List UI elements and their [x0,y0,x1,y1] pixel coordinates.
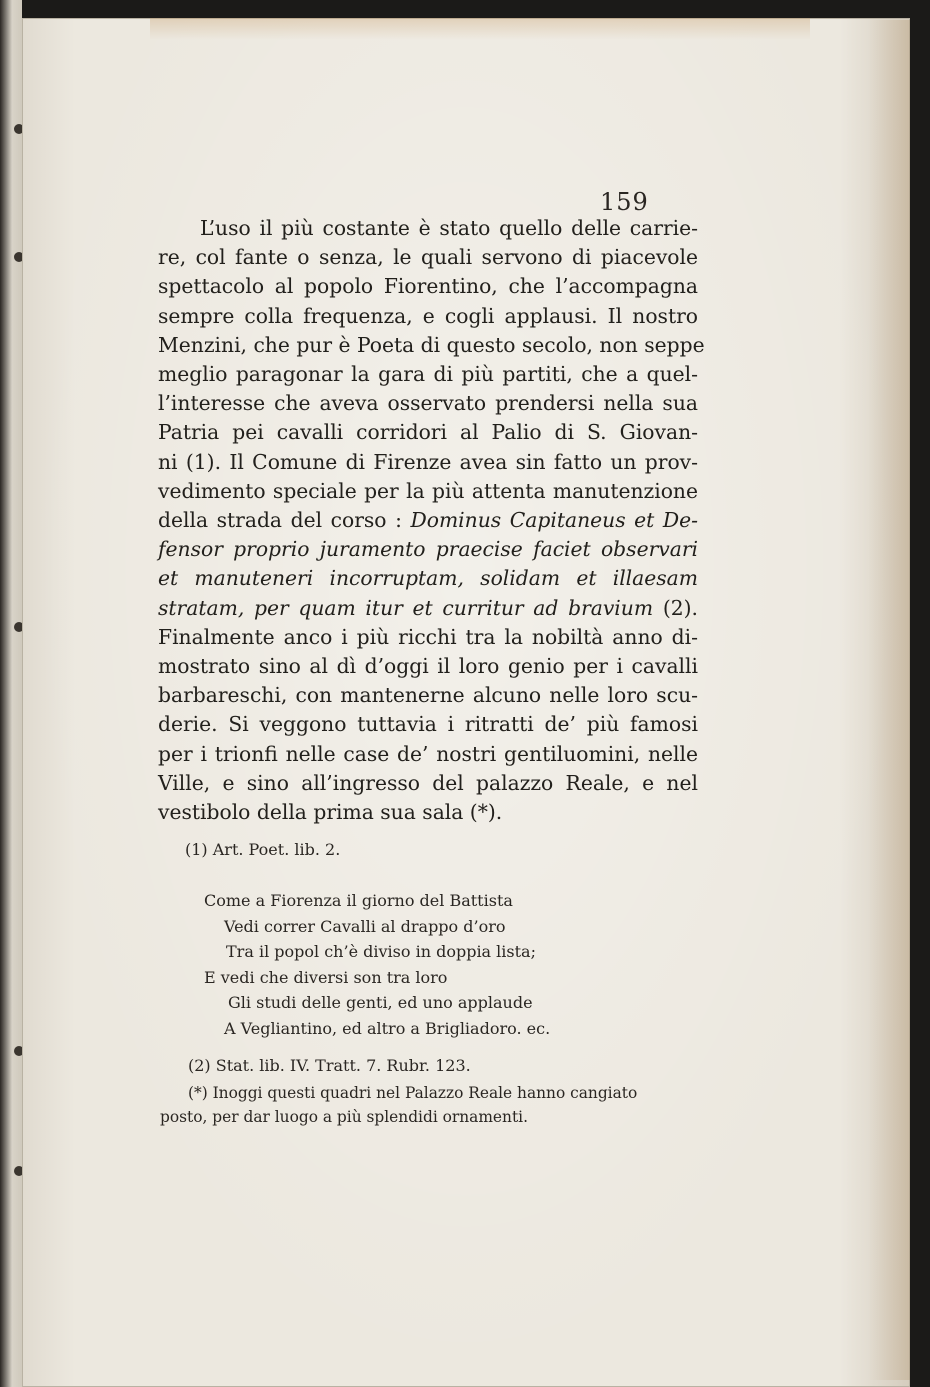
text-line [158,594,698,623]
verse-line: Come a Fiorenza il giorno del Battista [204,891,513,910]
verse-line: E vedi che diversi son tra loro [204,967,448,987]
text-line: vestibolo della prima sua sala (*). [158,800,503,825]
text-line: spettacolo al popolo Fiorentino, che l’accompagna [158,274,698,299]
verse-line: Vedi correr Cavalli al drappo d’oro [224,916,506,936]
binding-edge [0,0,22,1387]
text-line: Finalmente anco i più ricchi tra la nobiltà anno di- [158,624,698,649]
text-line: Patria pei cavalli corridori al Palio di S. Giovan- [158,420,698,445]
footnote-star [160,1081,678,1129]
footnote-ref: (2). [662,595,698,620]
latin-quote: stratam, per quam itur et curritur ad bravium [158,595,654,620]
text-line: ni (1). Il Comune di Firenze avea sin fatto un prov- [158,449,698,474]
footnote-line: (*) Inoggi questi quadri nel Palazzo Reale hanno cangiato [188,1084,638,1102]
text-line: Ville, e sino all’ingresso del palazzo Reale, e nel [158,770,698,795]
page-number: 159 [600,188,649,216]
verse-line: Tra il popol ch’è diviso in doppia lista; [226,942,536,961]
text-line [158,535,698,564]
footnote-1: (1) Art. Poet. lib. 2. [185,840,341,859]
paper-stain [868,20,910,1380]
text-line: derie. Si veggono tuttavia i ritratti de’ più famosi [158,712,698,737]
text-line: re, col fante o senza, le quali servono di piacevole [158,245,698,270]
text-line: mostrato sino al dì d’oggi il loro genio per i cavalli [158,654,698,679]
text-line: barbareschi, con mantenerne alcuno nelle loro scu- [158,683,698,708]
text-line: L’uso il più costante è stato quello delle carrie- [200,216,698,240]
text-line: vedimento speciale per la più attenta manutenzione [158,478,698,503]
footnote-line: posto, per dar luogo a più splendidi ornamenti. [160,1108,528,1126]
text-line: l’interesse che aveva osservato prendersi nella sua [158,391,698,416]
footnote-2: (2) Stat. lib. IV. Tratt. 7. Rubr. 123. [188,1056,471,1075]
latin-quote: et manuteneri incorruptam, solidam et illaesam [158,566,698,591]
verse-quotation [204,888,550,1041]
verse-line: A Vegliantino, ed altro a Brigliadoro. ec. [224,1018,551,1038]
text-line [158,564,698,593]
paper-stain [150,18,810,40]
text-line: per i trionfi nelle case de’ nostri gentiluomini, nelle [158,741,698,766]
text-segment: della strada del corso : [158,508,402,533]
main-paragraph [158,214,705,827]
latin-quote: fensor proprio juramento praecise faciet observari [158,537,698,562]
text-line [158,506,698,535]
text-line: meglio paragonar la gara di più partiti, che a quel- [158,362,698,387]
latin-quote: Dominus Capitaneus et De- [410,508,698,533]
text-line: sempre colla frequenza, e cogli applausi. Il nostro [158,303,698,328]
text-line: Menzini, che pur è Poeta di questo secolo, non seppe [158,332,705,357]
verse-line: Gli studi delle genti, ed uno applaude [228,993,533,1012]
